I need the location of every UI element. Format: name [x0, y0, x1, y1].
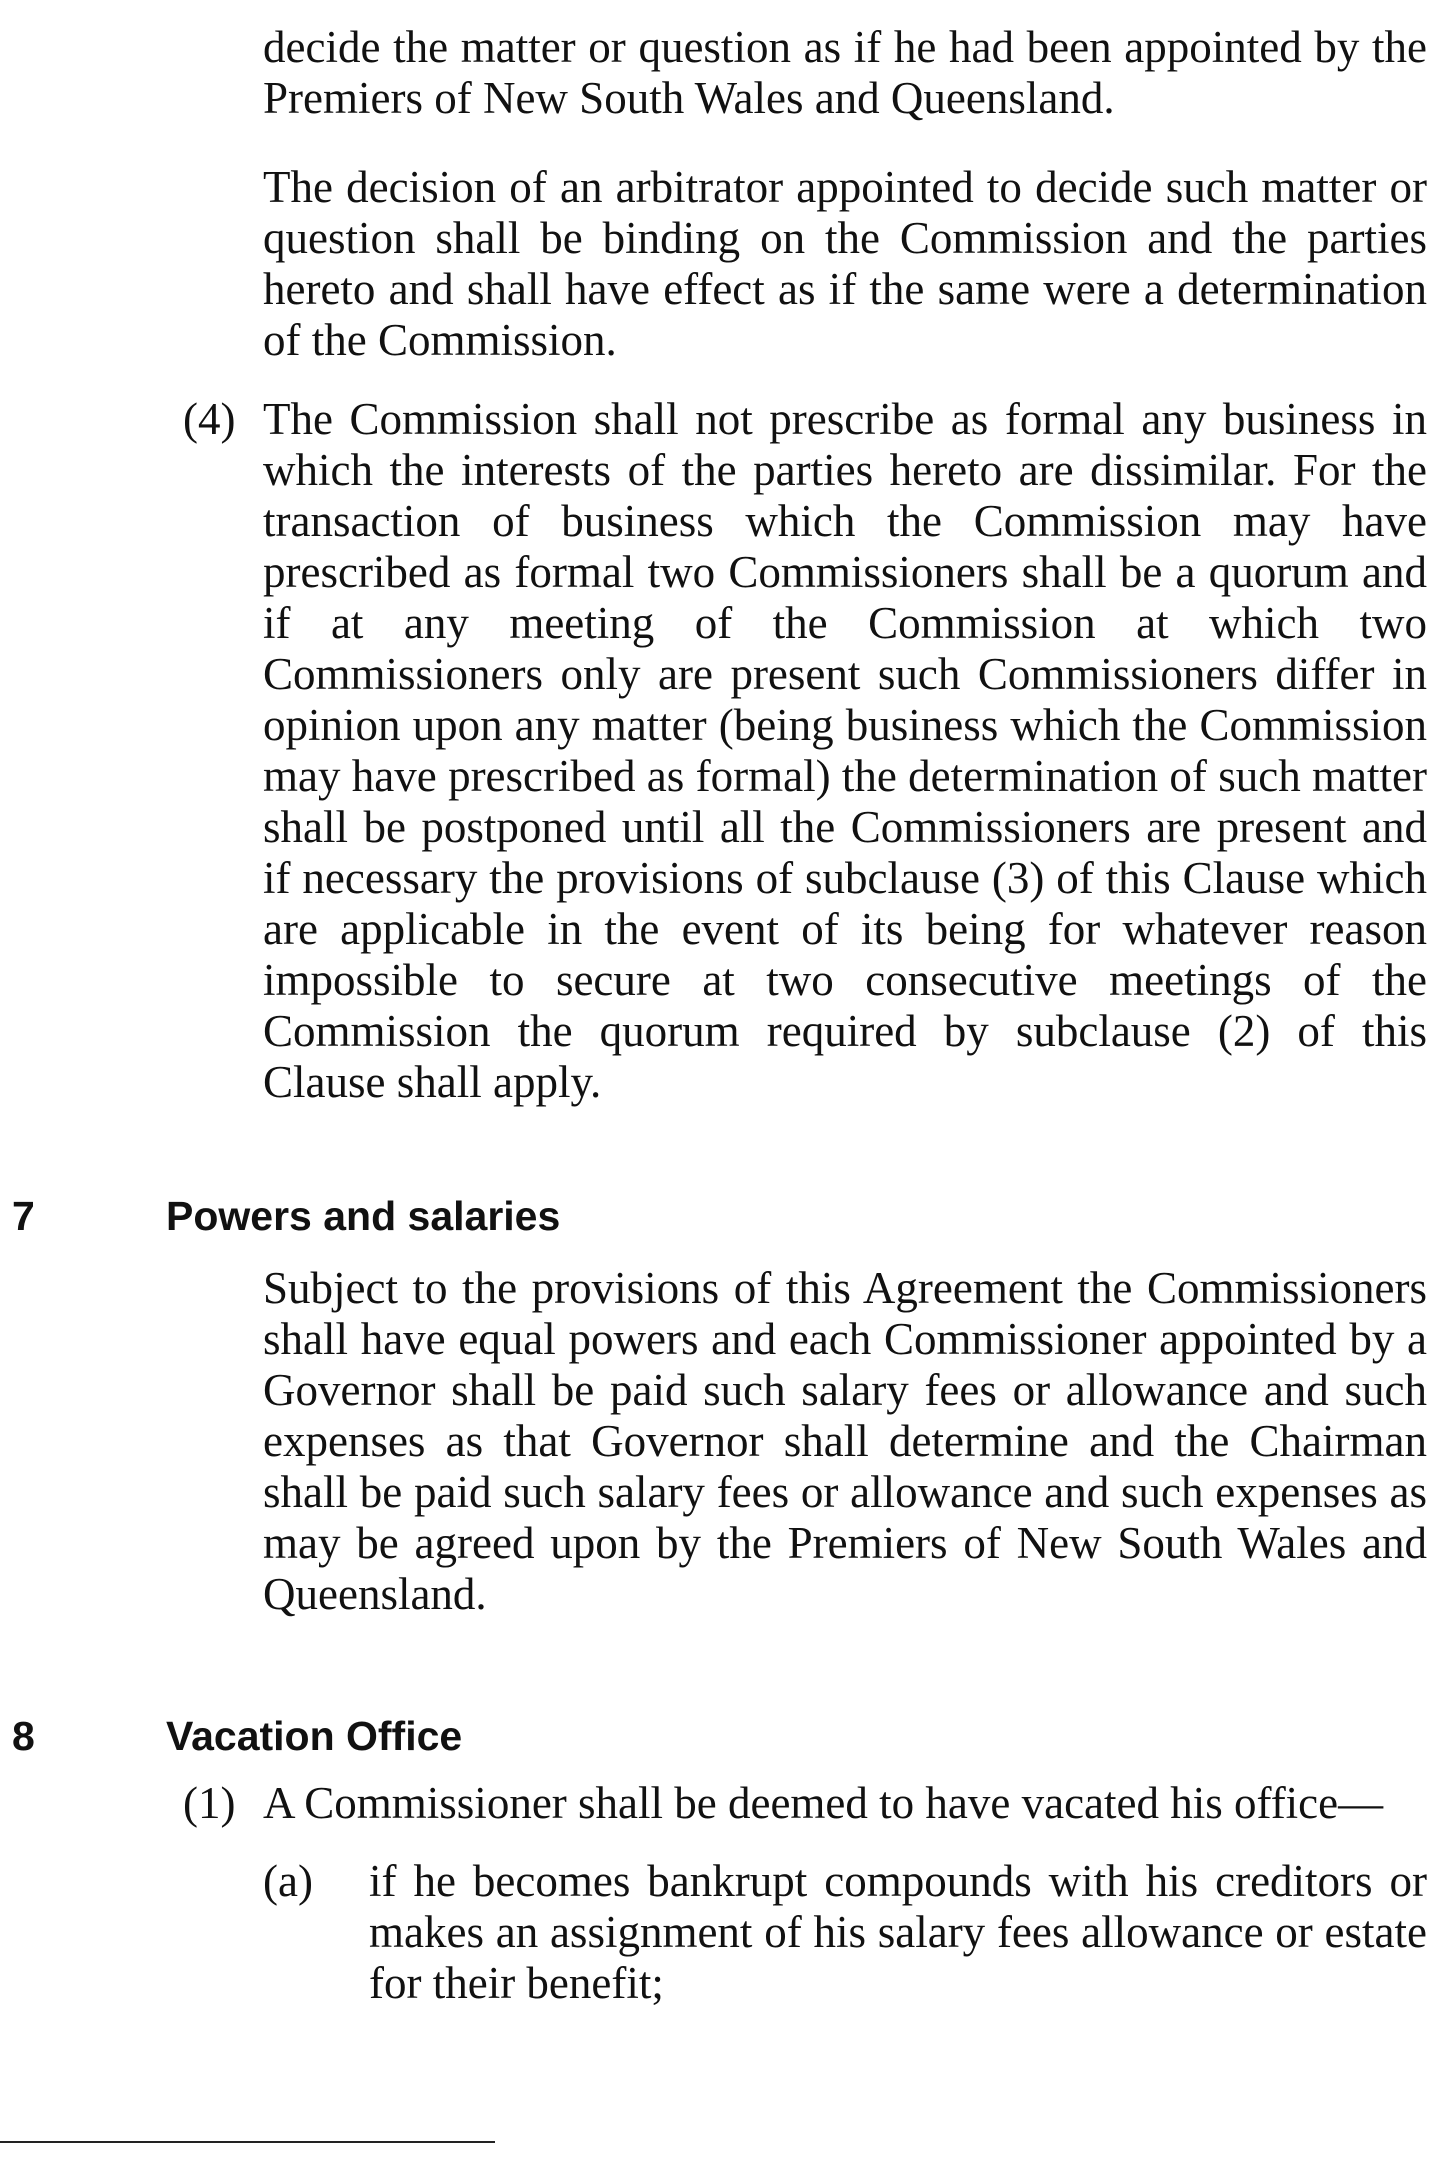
section-8-paragraph-a-label: (a): [263, 1856, 313, 1906]
section-7-number: 7: [12, 1193, 35, 1239]
section-8-subclause-1-label: (1): [183, 1778, 236, 1828]
subclause-4-text: The Commission shall not prescribe as formal any business in which the interests of the parties hereto are dissimilar. For the transaction of business which the Commission may have prescribed as formal two Commissioners shall be a quorum and if at any meeting of the Commission at which two Commissioners only are present such Commissioners differ in opinion upon any matter (being business which the Commission may have prescribed as formal) the determination of such matter shall be postponed until all the Commissioners are present and if necessary the provisions of subclause (3) of this Clause which are applicable in the event of its being for whatever reason impossible to secure at two consecutive meetings of the Commission the quorum required by subclause (2) of this Clause shall apply.: [263, 394, 1427, 1107]
section-8-subclause-1-text: A Commissioner shall be deemed to have vacated his office—: [263, 1778, 1384, 1828]
section-8-paragraph-a-text: if he becomes bankrupt compounds with his creditors or makes an assignment of his salary fees allowance or estate for their benefit;: [369, 1856, 1427, 2008]
footnote-rule: [0, 2141, 495, 2143]
intro-paragraph-2: The decision of an arbitrator appointed to decide such matter or question shall be binding on the Commission and the parties hereto and shall have effect as if the same were a determination of the Commission.: [263, 162, 1427, 365]
section-8-number: 8: [12, 1713, 35, 1759]
section-7-heading: Powers and salaries: [166, 1193, 561, 1239]
section-8-heading: Vacation Office: [166, 1713, 463, 1759]
section-7-text: Subject to the provisions of this Agreement the Commissioners shall have equal powers and each Commissioner appointed by a Governor shall be paid such salary fees or allowance and such expenses as that Governor shall determine and the Chairman shall be paid such salary fees or allowance and such expenses as may be agreed upon by the Premiers of New South Wales and Queensland.: [263, 1263, 1427, 1619]
subclause-4-label: (4): [183, 394, 236, 444]
intro-paragraph-1: decide the matter or question as if he had been appointed by the Premiers of New South Wales and Queensland.: [263, 22, 1427, 123]
